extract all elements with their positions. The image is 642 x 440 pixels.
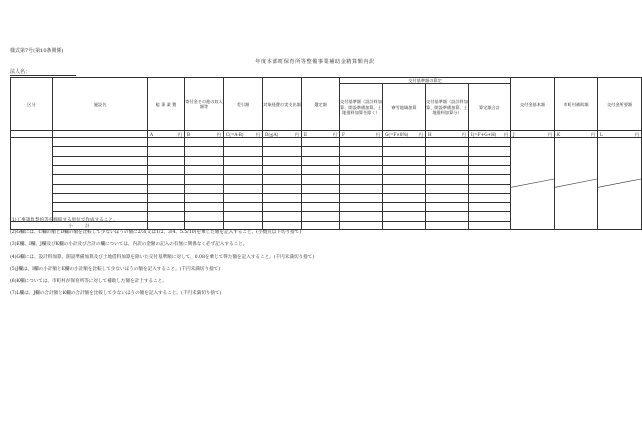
unit-cell: E 円 — [302, 131, 340, 138]
note-item: (1)工事請負契約等を締結する単位で作成すること。 — [10, 218, 118, 223]
header-selected-amount: 選定額 — [302, 78, 340, 131]
form-number: 様式第7号(第10条関係) — [10, 48, 64, 54]
header-grant-decision: 交付金所要額 — [598, 78, 642, 131]
header-municipal-grant: 市町村補助額 — [555, 78, 598, 131]
note-item: (3)E欄、I欄、J欄及びK欄の小計及び合計の欄については、内訳の金額の記入の有無に関係なく必ず記入すること。 — [10, 242, 248, 248]
unit-cell: G(=F×8%) 円 — [383, 131, 426, 138]
unit-cell: F 円 — [340, 131, 383, 138]
header-difference: 差引額 — [224, 78, 263, 131]
note-item: (7)L欄は、J欄の合計額とK欄の合計額を比較して少ないほうの額を記入すること。(千円未満切り捨て) — [10, 291, 222, 297]
header-project-cost: 総 事 業 費 — [148, 78, 185, 131]
breakdown-table — [10, 77, 642, 230]
diagonal-cell-municipal-grant — [555, 138, 598, 230]
facility-name-cell[interactable] — [53, 138, 148, 147]
header-donations: 寄付金その他の収入額等 — [185, 78, 224, 131]
category-cell[interactable] — [11, 138, 53, 222]
unit-cell: K 円 — [555, 131, 598, 138]
header-grant-standard-group: 交付基準額の算定 — [340, 78, 511, 84]
unit-cell: J 円 — [511, 131, 555, 138]
header-regional-addition: 寮雪地域加算 — [383, 84, 426, 131]
note-item: (5)J欄は、I欄の小計額とE欄の小計額を比較して少ないほうの額を記入すること。(千円未満切り捨て) — [10, 266, 221, 272]
header-basic-grant: 交付金基本額 — [511, 78, 555, 131]
header-actual-cost: 対象経費の実支出額 — [263, 78, 302, 131]
table-row — [11, 138, 642, 147]
header-category: 区分 — [11, 78, 53, 131]
unit-cell: A 円 — [148, 131, 185, 138]
diagonal-cell-basic-grant — [511, 138, 555, 230]
header-grant-standard-1: 交付基準額（設計料加算、開設準備加算、土地借料加算を除く） — [340, 84, 383, 131]
diagonal-cell-grant-decision — [598, 138, 642, 230]
page-title: 年度本部町保育所等整備事業補助金精算額内訳 — [255, 59, 375, 65]
corporation-name-field[interactable] — [10, 68, 76, 76]
unit-cell: C(=A-B) 円 — [224, 131, 263, 138]
corporation-label: 法人名： — [10, 69, 31, 75]
note-item: (6)K欄については、市町村が保育所等に対して補助した額を計上すること。 — [10, 278, 167, 284]
unit-cell: H 円 — [426, 131, 469, 138]
unit-cell: L 円 — [598, 131, 642, 138]
header-grant-total: 算定額合計 — [469, 84, 511, 131]
note-item: (4)G欄には、設計料加算、開設準備加算及び土地借料加算を除いた交付基準額に対して、0.08を乗じて得た額を記入すること。(千円未満切り捨て) — [10, 254, 315, 260]
notes-list — [10, 218, 314, 303]
unit-cell: B 円 — [185, 131, 224, 138]
unit-cell: D(≦A) 円 — [263, 131, 302, 138]
unit-row — [11, 131, 642, 138]
header-grant-standard-2: 交付基準額（設計料加算、開設準備加算、土地借料加算分） — [426, 84, 469, 131]
unit-cell: I(=F+G+H) 円 — [469, 131, 511, 138]
note-item: (2)G欄には、C欄の額とD欄の額を比較して少ないほうの額に2/3(又は1/2、3/4、5.5/10)を乗じた額を記入すること。(小数点以下切り捨て) — [10, 230, 302, 236]
subtotal-label: 小 計 — [11, 221, 148, 229]
header-facility-name: 施設名 — [53, 78, 148, 131]
